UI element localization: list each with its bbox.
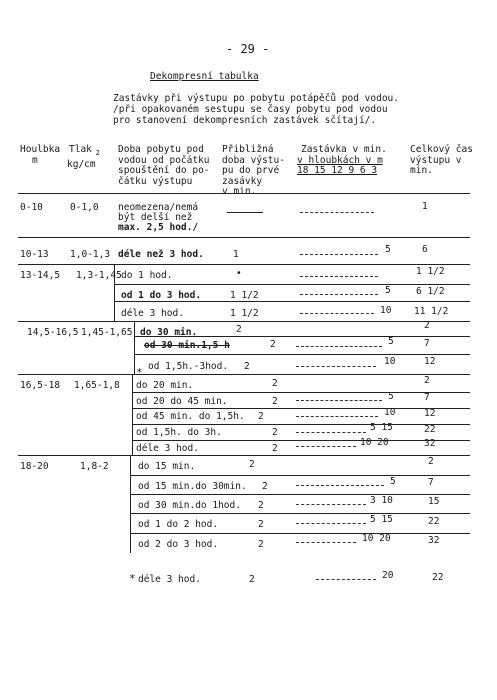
cell-depth: 14,5-16,5 [27, 327, 79, 338]
header-pressure: Tlak $kg/cm^2$ [67, 144, 100, 170]
cell-time: od 1 do 2 hod. [138, 519, 219, 530]
rule-group-2 [18, 264, 470, 265]
stops-dash [296, 400, 382, 401]
cell-total: 12 [424, 356, 436, 367]
cell-pressure: 0-1,0 [70, 202, 99, 213]
rule-sub [114, 284, 470, 285]
cell-time: od 20 do 45 min. [136, 396, 228, 407]
rule-group-5 [18, 455, 470, 456]
cell-stops: 10 [380, 305, 392, 316]
intro-line-3: pro stanovení dekompresních zastávek sčítají/. [113, 115, 377, 126]
cell-approx: 2 [249, 574, 255, 585]
rule-sub [132, 392, 470, 393]
stops-dash [316, 579, 376, 580]
vrule-time [130, 455, 131, 553]
stops-dash [296, 416, 378, 417]
cell-approx: 1 [233, 249, 239, 260]
cell-total: 22 [424, 424, 436, 435]
rule-group-3 [18, 321, 470, 322]
cell-approx: 2 [272, 427, 278, 438]
cell-depth: 13-14,5 [20, 270, 61, 281]
vrule-time [132, 374, 133, 455]
cell-time: do 20 min. [136, 380, 194, 391]
cell-time: být delší než [118, 212, 193, 223]
cell-total: 22 [432, 572, 444, 583]
cell-total: 11 1/2 [414, 306, 449, 317]
rule-sub [114, 301, 470, 302]
rule-sub [132, 408, 470, 409]
cell-stops: 5 [385, 285, 391, 296]
stops-dash [300, 276, 378, 277]
page-number: - 29 - [226, 42, 270, 56]
cell-stops: 5 [385, 244, 391, 255]
stops-dash [296, 346, 382, 347]
cell-approx: 2 [258, 539, 264, 550]
cell-pressure: 1,65-1,8 [74, 380, 120, 391]
cell-time: od 1,5h. do 3h. [136, 427, 222, 438]
cell-stops: 5 [390, 476, 396, 487]
stops-dash [296, 523, 366, 524]
rule-sub [130, 533, 470, 534]
cell-depth: 10-13 [20, 249, 49, 260]
cell-stops: 10 20 [362, 533, 391, 544]
cell-total: 12 [424, 408, 436, 419]
cell-time: déle 3 hod. [121, 308, 184, 319]
cell-approx: 1 1/2 [230, 308, 259, 319]
cell-approx: 2 [272, 396, 278, 407]
cell-approx: 2 [258, 500, 264, 511]
stops-dash [296, 504, 366, 505]
cell-total: 32 [428, 535, 440, 546]
cell-approx: 2 [258, 519, 264, 530]
cell-total: 32 [424, 438, 436, 449]
rule-group-4 [18, 374, 470, 375]
header-time: Doba pobytu pod vodou od počátku spouštění do po- čátku výstupu [118, 144, 210, 187]
header-approx: Přibližná doba výstu- pu do prvé zasávky v min. [222, 144, 285, 197]
intro-line-2: /při opakovaném sestupu se časy pobytu pod vodou [113, 104, 388, 115]
cell-time: déle 3 hod. [136, 443, 199, 454]
cell-stops: 5 15 [370, 514, 393, 525]
stops-dash [300, 254, 378, 255]
cell-approx: 1 1/2 [230, 290, 259, 301]
cell-time: od 1,5h.-3hod. [148, 361, 229, 372]
cell-total: 2 [428, 456, 434, 467]
cell-time: neomezena/nemá [118, 202, 199, 213]
vrule-time [134, 321, 135, 374]
cell-pressure: 1,8-2 [80, 461, 109, 472]
stops-dash [296, 485, 384, 486]
cell-stops: 10 [384, 407, 396, 418]
cell-approx: 2 [272, 378, 278, 389]
rule-header [18, 193, 470, 194]
cell-time: od 2 do 3 hod. [138, 539, 219, 550]
cell-stops: 10 20 [360, 437, 389, 448]
rule-sub [130, 513, 470, 514]
intro-line-1: Zastávky při výstupu po pobytu potápěčů pod vodou. [113, 93, 399, 104]
stops-dash [296, 446, 356, 447]
cell-pressure: 1,3-1,45 [76, 270, 122, 281]
header-total: Celkový čas výstupu v min. [410, 144, 473, 176]
stops-dash [300, 313, 374, 314]
rule-sub [132, 424, 470, 425]
cell-depth: 18-20 [20, 461, 49, 472]
cell-approx: 2 [244, 361, 250, 372]
cell-approx: • [236, 268, 242, 279]
cell-pressure: 1,0-1,3 [70, 249, 111, 260]
cell-stops: 5 [388, 391, 394, 402]
cell-total: 7 [424, 338, 430, 349]
cell-time: do 30 min. [140, 327, 198, 338]
cell-total: 6 [422, 244, 428, 255]
cell-total: 7 [424, 392, 430, 403]
cell-total: 15 [428, 496, 440, 507]
header-stops: Zastávka v min. v hloubkách v m 18 15 12 9 6 3 [297, 144, 387, 176]
cell-total: 7 [428, 477, 434, 488]
cell-approx: 2 [236, 324, 242, 335]
cell-stops: 5 15 [370, 422, 393, 433]
asterisk-mark: * [136, 366, 143, 379]
cell-stops: 5 [388, 336, 394, 347]
cell-approx: 2 [258, 411, 264, 422]
stops-dash [296, 366, 376, 367]
rule-group-1 [18, 237, 470, 238]
cell-depth: 16,5-18 [20, 380, 61, 391]
rule-sub [134, 354, 470, 355]
cell-total: 1 1/2 [416, 266, 445, 277]
cell-approx: 2 [249, 459, 255, 470]
page-title: Dekompresní tabulka [150, 71, 259, 82]
header-depth: Houlbka m [20, 144, 61, 166]
rule-sub [132, 440, 470, 441]
stops-dash [300, 212, 374, 213]
cell-time: do 1 hod. [121, 270, 173, 281]
cell-stops: 20 [382, 570, 394, 581]
cell-stops: 3 10 [370, 495, 393, 506]
cell-time: déle než 3 hod. [118, 249, 204, 260]
cell-time: od 30 min.do 1hod. [138, 500, 241, 511]
cell-approx: 2 [262, 481, 268, 492]
cell-total: 6 1/2 [416, 286, 445, 297]
cell-time: od 1 do 3 hod. [121, 290, 202, 301]
rule-sub [130, 494, 470, 495]
cell-pressure: 1,45-1,65 [81, 327, 133, 338]
rule-sub [130, 475, 470, 476]
asterisk-mark: * [129, 572, 136, 585]
cell-total: 22 [428, 516, 440, 527]
cell-time: od 45 min. do 1,5h. [136, 411, 245, 422]
cell-total: 1 [422, 201, 428, 212]
cell-total: 2 [424, 375, 430, 386]
cell-approx-dash [227, 212, 263, 213]
cell-depth: 0-10 [20, 202, 43, 213]
cell-time: od 15 min.do 30min. [138, 481, 247, 492]
cell-time: od 30 min.1,5 h [144, 340, 230, 351]
cell-time: do 15 min. [138, 461, 196, 472]
cell-time: déle 3 hod. [138, 574, 201, 585]
cell-time: max. 2,5 hod./ [118, 222, 199, 233]
cell-stops: 10 [384, 356, 396, 367]
stops-dash [296, 542, 356, 543]
stops-dash [296, 432, 366, 433]
cell-total: 2 [424, 320, 430, 331]
cell-approx: 2 [270, 339, 276, 350]
stops-dash [300, 294, 378, 295]
cell-approx: 2 [272, 443, 278, 454]
